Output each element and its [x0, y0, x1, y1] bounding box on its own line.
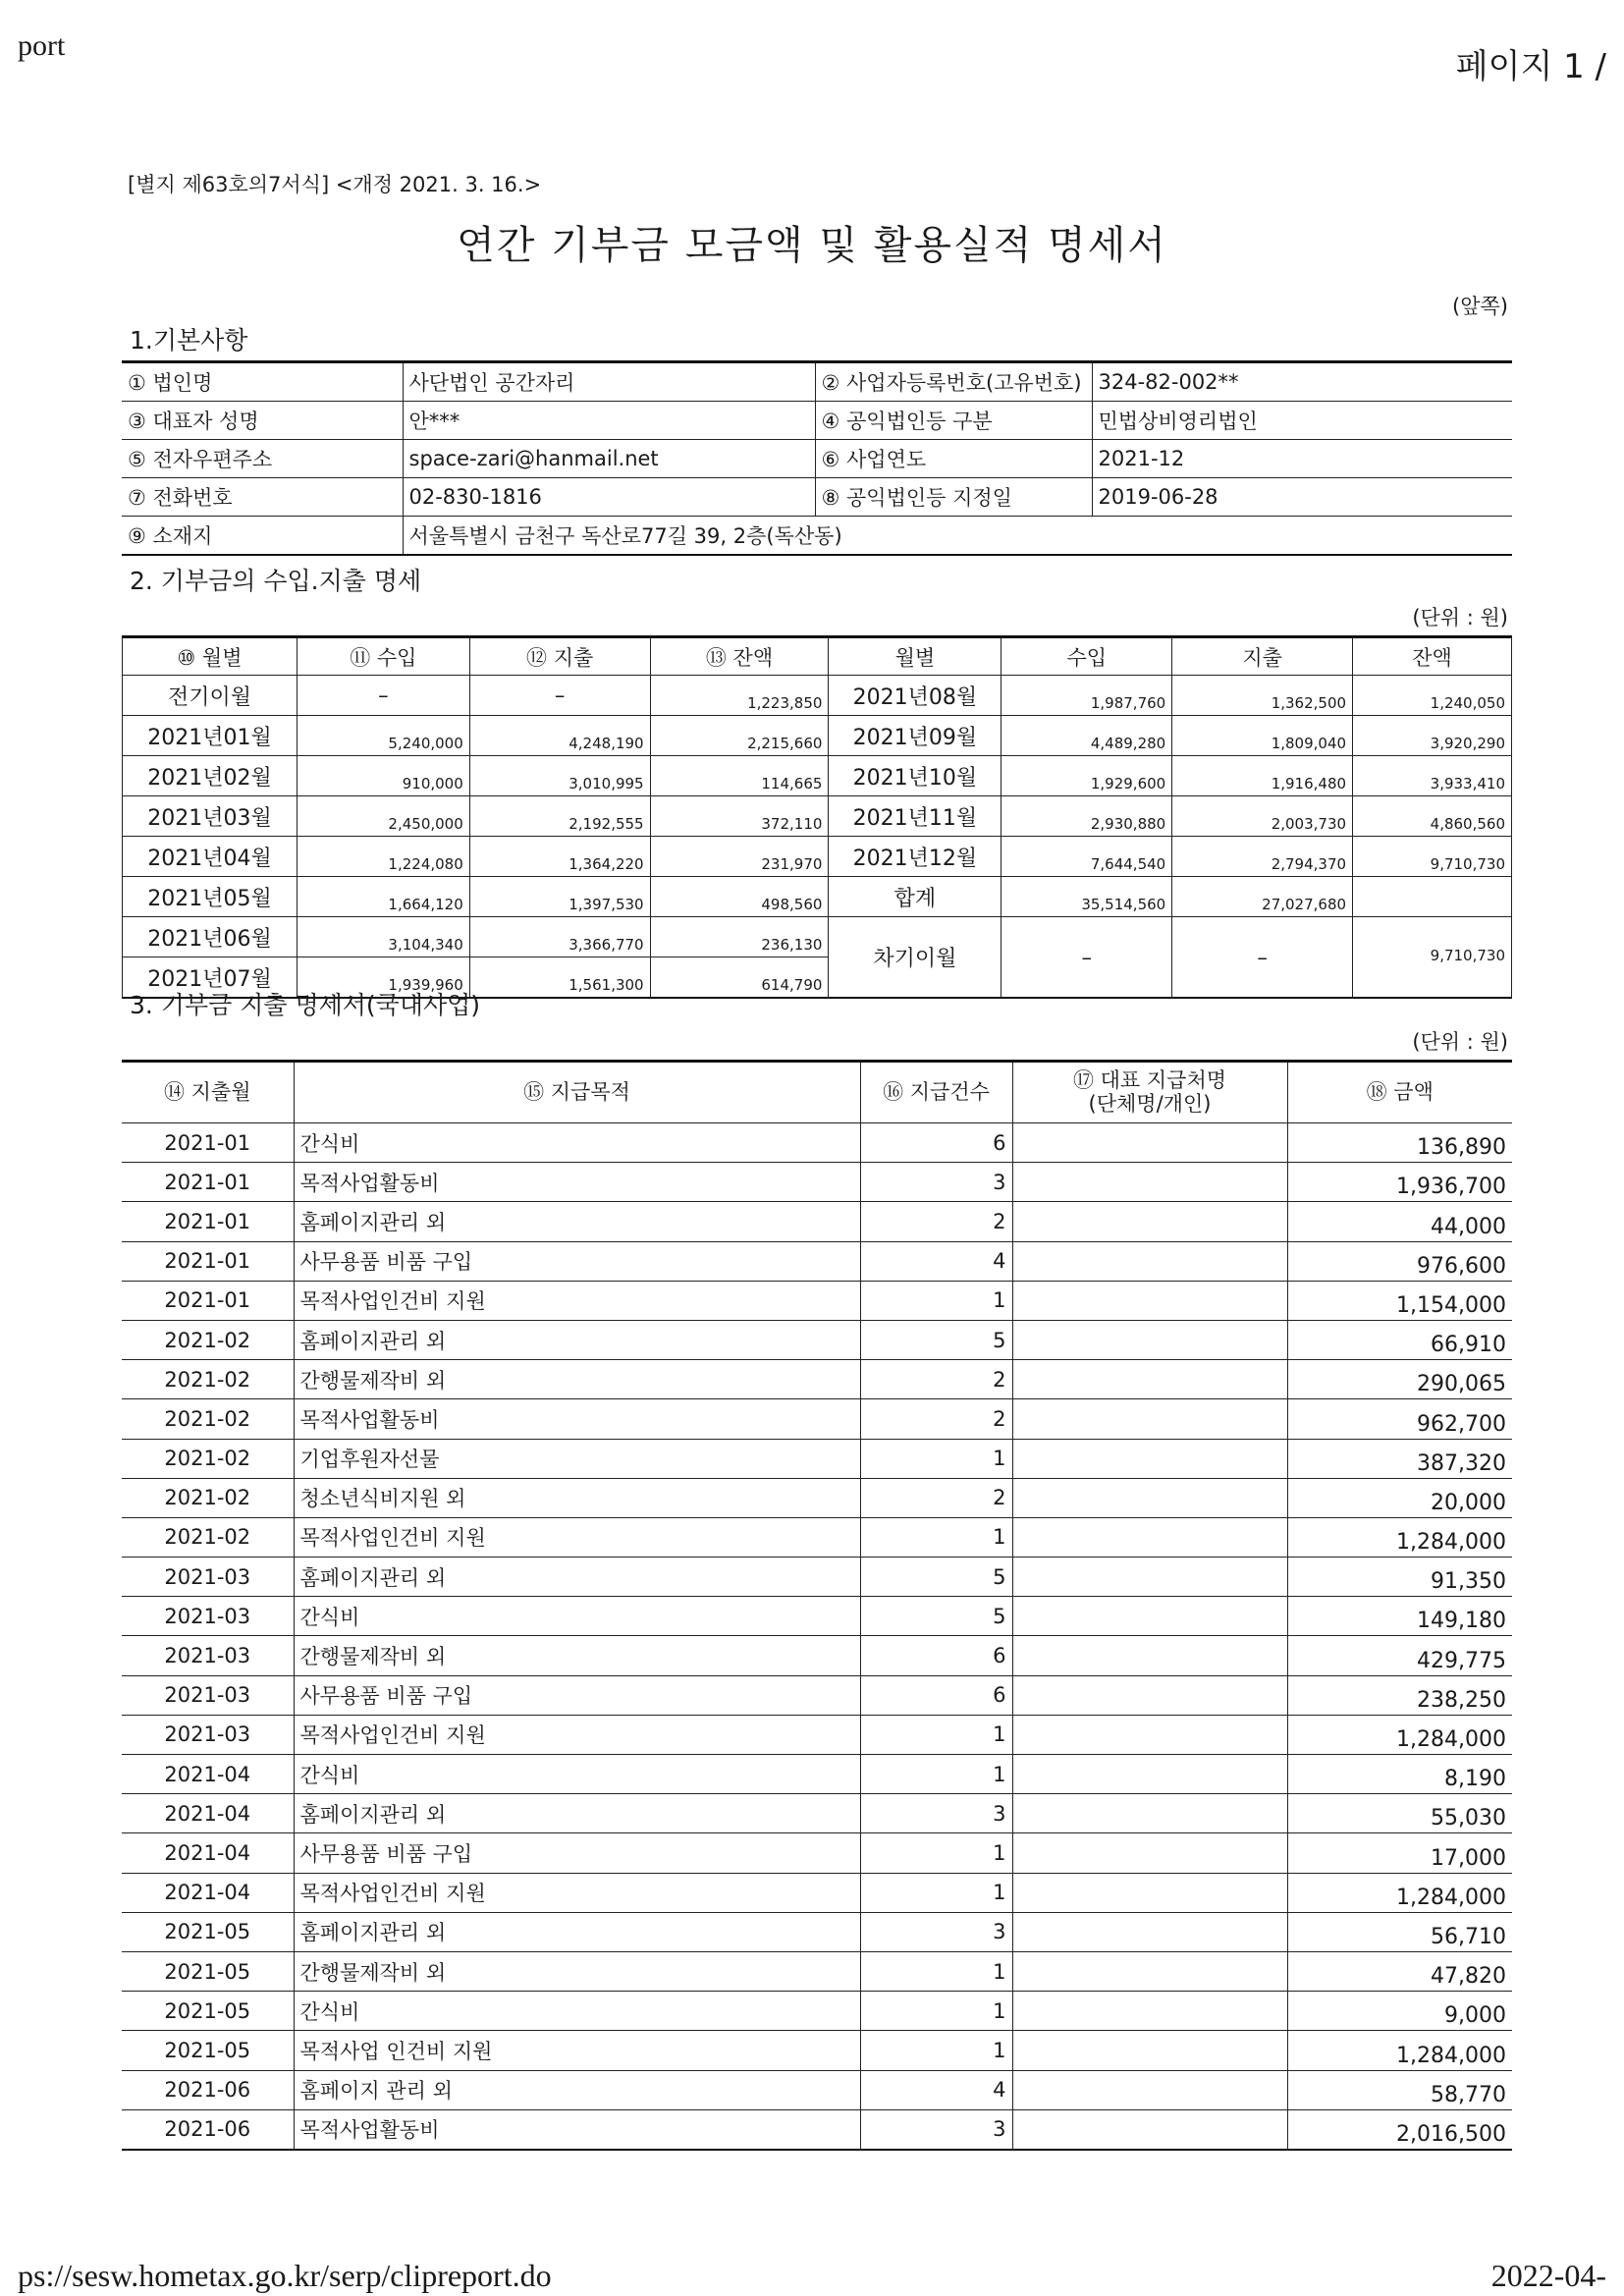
expense-cell: 1,916,480 — [1172, 756, 1353, 796]
table-row — [122, 1636, 1512, 1675]
expense-month: 2021-04 — [122, 1755, 294, 1794]
expense-amount: 66,910 — [1287, 1320, 1512, 1359]
table-row — [123, 756, 1512, 796]
payment-count: 3 — [860, 2109, 1012, 2150]
expense-cell: 1,561,300 — [469, 957, 650, 999]
table-row — [122, 1360, 1512, 1399]
field-value: 2021-12 — [1092, 440, 1512, 478]
column-header: ⑮ 지급목적 — [294, 1062, 860, 1123]
month-cell: 2021년06월 — [123, 917, 298, 957]
income-cell: 1,987,760 — [1001, 676, 1172, 716]
expense-amount: 17,000 — [1287, 1833, 1512, 1873]
payment-count: 6 — [860, 1675, 1012, 1715]
column-header: 지출 — [1172, 637, 1353, 676]
expense-cell: 4,248,190 — [469, 716, 650, 756]
month-cell: 2021년11월 — [829, 796, 1001, 837]
recipient-name — [1012, 2109, 1287, 2150]
expense-cell: 3,366,770 — [469, 917, 650, 957]
expense-purpose: 청소년식비지원 외 — [294, 1478, 860, 1517]
recipient-name — [1012, 1794, 1287, 1833]
recipient-name — [1012, 1320, 1287, 1359]
field-value: 민법상비영리법인 — [1092, 402, 1512, 440]
payment-count: 5 — [860, 1597, 1012, 1636]
document-title: 연간 기부금 모금액 및 활용실적 명세서 — [457, 223, 1167, 268]
footer-url: ps://sesw.hometax.go.kr/serp/clipreport.do — [18, 2258, 552, 2293]
footer-date: 2022-04- — [1490, 2258, 1606, 2293]
expense-purpose: 목적사업활동비 — [294, 1399, 860, 1439]
expense-month: 2021-01 — [122, 1163, 294, 1202]
expense-purpose: 목적사업인건비 지원 — [294, 1517, 860, 1557]
table-row — [122, 1794, 1512, 1833]
balance-cell: 3,933,410 — [1353, 756, 1512, 796]
income-cell: 2,450,000 — [297, 796, 469, 837]
table-row — [122, 1439, 1512, 1478]
section3-title: 3. 기부금 지출 명세서(국내사업) — [130, 991, 481, 1019]
column-header — [1012, 1062, 1287, 1123]
table-row — [122, 2109, 1512, 2150]
recipient-name — [1012, 1675, 1287, 1715]
balance-cell: 1,240,050 — [1353, 676, 1512, 716]
column-header: ⑱ 금액 — [1287, 1062, 1512, 1123]
expense-month: 2021-04 — [122, 1873, 294, 1912]
expense-amount: 290,065 — [1287, 1360, 1512, 1399]
expense-detail-table — [122, 1060, 1512, 2151]
recipient-header-line2: (단체명/개인) — [1088, 1091, 1212, 1116]
field-label: ⑦ 전화번호 — [122, 478, 403, 517]
expense-month: 2021-02 — [122, 1399, 294, 1439]
field-label: ④ 공익법인등 구분 — [815, 402, 1092, 440]
expense-amount: 149,180 — [1287, 1597, 1512, 1636]
expense-cell: – — [469, 676, 650, 716]
expense-cell: 1,809,040 — [1172, 716, 1353, 756]
expense-purpose: 간식비 — [294, 1597, 860, 1636]
expense-amount: 1,154,000 — [1287, 1281, 1512, 1320]
recipient-name — [1012, 1912, 1287, 1951]
income-cell: 35,514,560 — [1001, 877, 1172, 917]
table-row — [122, 1597, 1512, 1636]
column-header: ⑯ 지급건수 — [860, 1062, 1012, 1123]
expense-amount: 429,775 — [1287, 1636, 1512, 1675]
expense-month: 2021-01 — [122, 1281, 294, 1320]
field-label: ⑧ 공익법인등 지정일 — [815, 478, 1092, 517]
expense-purpose: 사무용품 비품 구입 — [294, 1675, 860, 1715]
recipient-name — [1012, 2031, 1287, 2070]
month-cell: 2021년07월 — [123, 957, 298, 999]
expense-month: 2021-04 — [122, 1833, 294, 1873]
table-row — [122, 2070, 1512, 2109]
recipient-name — [1012, 1439, 1287, 1478]
field-value: 2019-06-28 — [1092, 478, 1512, 517]
basic-info-table — [122, 360, 1512, 556]
info-row — [122, 517, 1512, 556]
field-value: space-zari@hanmail.net — [403, 440, 815, 478]
payment-count: 2 — [860, 1360, 1012, 1399]
column-header: ⑪ 수입 — [297, 637, 469, 676]
balance-cell: 1,223,850 — [650, 676, 829, 716]
expense-month: 2021-06 — [122, 2109, 294, 2150]
info-row — [122, 478, 1512, 517]
section1-title: 1.기본사항 — [130, 326, 248, 355]
income-expense-table — [122, 635, 1512, 999]
payment-count: 1 — [860, 1755, 1012, 1794]
payment-count: 1 — [860, 2031, 1012, 2070]
expense-amount: 1,284,000 — [1287, 1517, 1512, 1557]
expense-purpose: 홈페이지 관리 외 — [294, 2070, 860, 2109]
recipient-name — [1012, 1399, 1287, 1439]
expense-month: 2021-04 — [122, 1794, 294, 1833]
month-cell: 2021년05월 — [123, 877, 298, 917]
expense-amount: 962,700 — [1287, 1399, 1512, 1439]
table-row — [122, 1715, 1512, 1754]
recipient-name — [1012, 1636, 1287, 1675]
field-label: ① 법인명 — [122, 362, 403, 402]
recipient-name — [1012, 1241, 1287, 1281]
table-header-row — [123, 637, 1512, 676]
recipient-name — [1012, 1755, 1287, 1794]
income-cell: 2,930,880 — [1001, 796, 1172, 837]
table-row — [122, 1202, 1512, 1241]
recipient-name — [1012, 2070, 1287, 2109]
field-value: 안*** — [403, 402, 815, 440]
expense-month: 2021-03 — [122, 1597, 294, 1636]
expense-month: 2021-01 — [122, 1241, 294, 1281]
table-row — [123, 796, 1512, 837]
expense-cell: 27,027,680 — [1172, 877, 1353, 917]
carry-over-balance: 9,710,730 — [1353, 917, 1512, 999]
table-row — [122, 1320, 1512, 1359]
expense-amount: 1,284,000 — [1287, 2031, 1512, 2070]
month-cell: 2021년02월 — [123, 756, 298, 796]
table-row — [122, 1675, 1512, 1715]
column-header: 월별 — [829, 637, 1001, 676]
income-cell: – — [297, 676, 469, 716]
info-row — [122, 402, 1512, 440]
recipient-name — [1012, 1873, 1287, 1912]
payment-count: 6 — [860, 1123, 1012, 1163]
payment-count: 3 — [860, 1794, 1012, 1833]
expense-month: 2021-02 — [122, 1478, 294, 1517]
expense-amount: 55,030 — [1287, 1794, 1512, 1833]
expense-cell: 1,362,500 — [1172, 676, 1353, 716]
column-header: ⑭ 지출월 — [122, 1062, 294, 1123]
expense-month: 2021-05 — [122, 1912, 294, 1951]
expense-month: 2021-03 — [122, 1636, 294, 1675]
balance-cell: 236,130 — [650, 917, 829, 957]
expense-purpose: 사무용품 비품 구입 — [294, 1833, 860, 1873]
payment-count: 1 — [860, 1517, 1012, 1557]
carry-over-expense: – — [1172, 917, 1353, 999]
table-row — [122, 1755, 1512, 1794]
recipient-name — [1012, 1202, 1287, 1241]
expense-amount: 9,000 — [1287, 1992, 1512, 2031]
expense-month: 2021-03 — [122, 1715, 294, 1754]
month-cell: 전기이월 — [123, 676, 298, 716]
balance-cell: 9,710,730 — [1353, 837, 1512, 877]
table-row — [122, 2031, 1512, 2070]
expense-purpose: 홈페이지관리 외 — [294, 1794, 860, 1833]
income-cell: 1,224,080 — [297, 837, 469, 877]
income-cell: 910,000 — [297, 756, 469, 796]
payment-count: 1 — [860, 1833, 1012, 1873]
month-cell: 2021년10월 — [829, 756, 1001, 796]
section3-unit: (단위 : 원) — [1412, 1030, 1508, 1054]
recipient-name — [1012, 1517, 1287, 1557]
income-cell: 1,664,120 — [297, 877, 469, 917]
form-number: [별지 제63호의7서식] <개정 2021. 3. 16.> — [128, 173, 542, 196]
payment-count: 2 — [860, 1399, 1012, 1439]
info-row — [122, 362, 1512, 402]
recipient-name — [1012, 1281, 1287, 1320]
month-cell: 2021년01월 — [123, 716, 298, 756]
table-header-row — [122, 1062, 1512, 1123]
table-row — [122, 1281, 1512, 1320]
payment-count: 2 — [860, 1202, 1012, 1241]
expense-amount: 2,016,500 — [1287, 2109, 1512, 2150]
carry-over-income: – — [1001, 917, 1172, 999]
table-row — [123, 716, 1512, 756]
income-cell: 1,929,600 — [1001, 756, 1172, 796]
expense-month: 2021-05 — [122, 1992, 294, 2031]
expense-month: 2021-02 — [122, 1320, 294, 1359]
expense-purpose: 간행물제작비 외 — [294, 1636, 860, 1675]
expense-amount: 91,350 — [1287, 1558, 1512, 1597]
expense-purpose: 간식비 — [294, 1755, 860, 1794]
section2-title: 2. 기부금의 수입.지출 명세 — [130, 567, 422, 595]
income-cell: 7,644,540 — [1001, 837, 1172, 877]
table-row — [122, 1478, 1512, 1517]
expense-purpose: 간식비 — [294, 1123, 860, 1163]
page-number: 페이지 1 / — [1455, 47, 1606, 86]
payment-count: 6 — [860, 1636, 1012, 1675]
expense-amount: 387,320 — [1287, 1439, 1512, 1478]
table-row — [123, 837, 1512, 877]
payment-count: 2 — [860, 1478, 1012, 1517]
expense-purpose: 목적사업인건비 지원 — [294, 1873, 860, 1912]
expense-purpose: 기업후원자선물 — [294, 1439, 860, 1478]
payment-count: 1 — [860, 1951, 1012, 1991]
column-header: ⑩ 월별 — [123, 637, 298, 676]
field-value: 사단법인 공간자리 — [403, 362, 815, 402]
expense-purpose: 홈페이지관리 외 — [294, 1320, 860, 1359]
income-cell: 3,104,340 — [297, 917, 469, 957]
month-cell: 2021년08월 — [829, 676, 1001, 716]
column-header: 수입 — [1001, 637, 1172, 676]
balance-cell: 4,860,560 — [1353, 796, 1512, 837]
expense-amount: 1,936,700 — [1287, 1163, 1512, 1202]
payment-count: 3 — [860, 1163, 1012, 1202]
recipient-name — [1012, 1597, 1287, 1636]
expense-month: 2021-03 — [122, 1558, 294, 1597]
recipient-name — [1012, 1558, 1287, 1597]
address-label: ⑨ 소재지 — [122, 517, 403, 556]
carry-over-label: 차기이월 — [829, 917, 1001, 999]
expense-amount: 8,190 — [1287, 1755, 1512, 1794]
table-row — [122, 1992, 1512, 2031]
expense-amount: 1,284,000 — [1287, 1873, 1512, 1912]
expense-purpose: 홈페이지관리 외 — [294, 1558, 860, 1597]
expense-purpose: 목적사업인건비 지원 — [294, 1715, 860, 1754]
recipient-name — [1012, 1833, 1287, 1873]
expense-month: 2021-01 — [122, 1123, 294, 1163]
field-value: 02-830-1816 — [403, 478, 815, 517]
field-label: ③ 대표자 성명 — [122, 402, 403, 440]
recipient-name — [1012, 1478, 1287, 1517]
payment-count: 3 — [860, 1912, 1012, 1951]
payment-count: 1 — [860, 1992, 1012, 2031]
expense-month: 2021-03 — [122, 1675, 294, 1715]
expense-purpose: 홈페이지관리 외 — [294, 1912, 860, 1951]
expense-cell: 1,397,530 — [469, 877, 650, 917]
address-value: 서울특별시 금천구 독산로77길 39, 2층(독산동) — [403, 517, 1512, 556]
balance-cell — [1353, 877, 1512, 917]
month-cell: 합계 — [829, 877, 1001, 917]
recipient-name — [1012, 1163, 1287, 1202]
expense-purpose: 홈페이지관리 외 — [294, 1202, 860, 1241]
balance-cell: 3,920,290 — [1353, 716, 1512, 756]
payment-count: 4 — [860, 1241, 1012, 1281]
table-row — [123, 917, 1512, 957]
expense-purpose: 목적사업활동비 — [294, 1163, 860, 1202]
recipient-header-line1: ⑰ 대표 지급처명 — [1072, 1068, 1227, 1093]
expense-purpose: 간식비 — [294, 1992, 860, 2031]
column-header: 잔액 — [1353, 637, 1512, 676]
expense-amount: 136,890 — [1287, 1123, 1512, 1163]
table-row — [122, 1517, 1512, 1557]
expense-purpose: 목적사업활동비 — [294, 2109, 860, 2150]
expense-purpose: 간행물제작비 외 — [294, 1360, 860, 1399]
column-header: ⑬ 잔액 — [650, 637, 829, 676]
month-cell: 2021년04월 — [123, 837, 298, 877]
income-cell: 1,939,960 — [297, 957, 469, 999]
balance-cell: 614,790 — [650, 957, 829, 999]
field-label: ② 사업자등록번호(고유번호) — [815, 362, 1092, 402]
front-side-label: (앞쪽) — [1452, 295, 1508, 318]
table-row — [122, 1558, 1512, 1597]
field-label: ⑤ 전자우편주소 — [122, 440, 403, 478]
balance-cell: 372,110 — [650, 796, 829, 837]
expense-cell: 1,364,220 — [469, 837, 650, 877]
balance-cell: 114,665 — [650, 756, 829, 796]
expense-month: 2021-02 — [122, 1439, 294, 1478]
table-row — [122, 1399, 1512, 1439]
table-row — [122, 1873, 1512, 1912]
recipient-name — [1012, 1951, 1287, 1991]
expense-month: 2021-02 — [122, 1517, 294, 1557]
expense-purpose: 목적사업인건비 지원 — [294, 1281, 860, 1320]
expense-purpose: 사무용품 비품 구입 — [294, 1241, 860, 1281]
payment-count: 1 — [860, 1281, 1012, 1320]
expense-amount: 20,000 — [1287, 1478, 1512, 1517]
payment-count: 4 — [860, 2070, 1012, 2109]
expense-month: 2021-02 — [122, 1360, 294, 1399]
expense-cell: 2,003,730 — [1172, 796, 1353, 837]
payment-count: 1 — [860, 1439, 1012, 1478]
field-value: 324-82-002** — [1092, 362, 1512, 402]
recipient-name — [1012, 1123, 1287, 1163]
table-row — [122, 1912, 1512, 1951]
expense-month: 2021-06 — [122, 2070, 294, 2109]
table-row — [122, 1163, 1512, 1202]
info-row — [122, 440, 1512, 478]
recipient-name — [1012, 1360, 1287, 1399]
payment-count: 1 — [860, 1715, 1012, 1754]
section2-unit: (단위 : 원) — [1412, 606, 1508, 629]
expense-amount: 1,284,000 — [1287, 1715, 1512, 1754]
expense-amount: 976,600 — [1287, 1241, 1512, 1281]
expense-amount: 44,000 — [1287, 1202, 1512, 1241]
recipient-name — [1012, 1715, 1287, 1754]
table-row — [122, 1123, 1512, 1163]
month-cell: 2021년12월 — [829, 837, 1001, 877]
field-label: ⑥ 사업연도 — [815, 440, 1092, 478]
expense-purpose: 목적사업 인건비 지원 — [294, 2031, 860, 2070]
expense-purpose: 간행물제작비 외 — [294, 1951, 860, 1991]
payment-count: 5 — [860, 1558, 1012, 1597]
table-row — [122, 1833, 1512, 1873]
column-header: ⑫ 지출 — [469, 637, 650, 676]
expense-cell: 2,192,555 — [469, 796, 650, 837]
month-cell: 2021년09월 — [829, 716, 1001, 756]
table-row — [122, 1241, 1512, 1281]
recipient-name — [1012, 1992, 1287, 2031]
balance-cell: 231,970 — [650, 837, 829, 877]
header-left-text: port — [18, 29, 66, 62]
balance-cell: 2,215,660 — [650, 716, 829, 756]
balance-cell: 498,560 — [650, 877, 829, 917]
expense-amount: 56,710 — [1287, 1912, 1512, 1951]
table-row — [123, 877, 1512, 917]
expense-cell: 2,794,370 — [1172, 837, 1353, 877]
income-cell: 4,489,280 — [1001, 716, 1172, 756]
payment-count: 1 — [860, 1873, 1012, 1912]
income-cell: 5,240,000 — [297, 716, 469, 756]
table-row — [123, 676, 1512, 716]
month-cell: 2021년03월 — [123, 796, 298, 837]
expense-month: 2021-01 — [122, 1202, 294, 1241]
payment-count: 5 — [860, 1320, 1012, 1359]
expense-amount: 58,770 — [1287, 2070, 1512, 2109]
expense-month: 2021-05 — [122, 2031, 294, 2070]
expense-cell: 3,010,995 — [469, 756, 650, 796]
expense-amount: 238,250 — [1287, 1675, 1512, 1715]
expense-month: 2021-05 — [122, 1951, 294, 1991]
expense-amount: 47,820 — [1287, 1951, 1512, 1991]
table-row — [122, 1951, 1512, 1991]
